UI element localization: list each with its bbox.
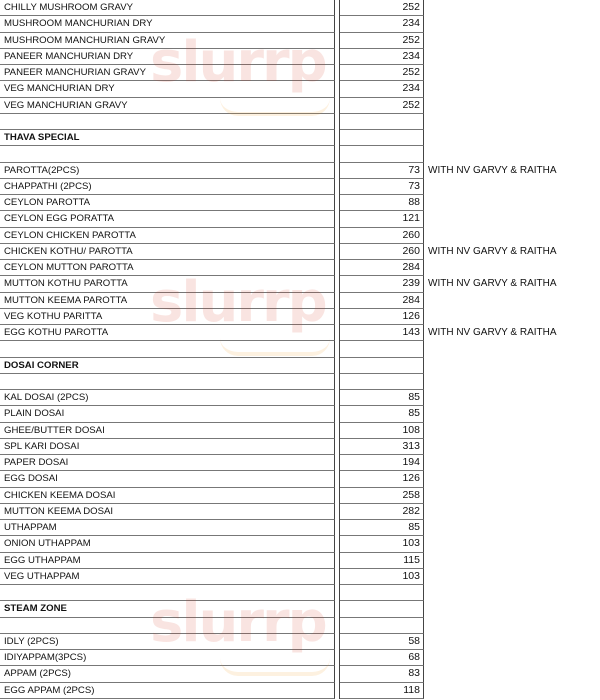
item-price: 143 [340,325,424,341]
item-price: 103 [340,536,424,552]
item-name: EGG KOTHU PAROTTA [0,325,335,341]
item-name: APPAM (2PCS) [0,666,335,682]
menu-item-row [0,260,600,276]
item-note: WITH NV GARVY & RAITHA [428,164,557,176]
menu-item-row [0,423,600,439]
item-price: 239 [340,276,424,292]
item-price: 126 [340,471,424,487]
item-price [340,374,424,390]
item-price [340,130,424,146]
item-name: CHILLY MUSHROOM GRAVY [0,0,335,16]
item-price: 126 [340,309,424,325]
item-price: 103 [340,569,424,585]
item-name: CHAPPATHI (2PCS) [0,179,335,195]
blank-row [0,146,600,162]
menu-item-row [0,293,600,309]
menu-item-row [0,439,600,455]
item-name: GHEE/BUTTER DOSAI [0,423,335,439]
menu-item-row [0,228,600,244]
item-name: CHICKEN KOTHU/ PAROTTA [0,244,335,260]
section-header-row [0,601,600,617]
menu-item-row [0,81,600,97]
item-price: 258 [340,488,424,504]
item-price: 284 [340,260,424,276]
menu-item-row [0,33,600,49]
item-name [0,341,335,357]
item-price: 252 [340,33,424,49]
item-price [340,358,424,374]
menu-item-row [0,211,600,227]
item-price: 121 [340,211,424,227]
item-price: 313 [340,439,424,455]
menu-item-row [0,650,600,666]
item-price: 234 [340,16,424,32]
item-name: MUSHROOM MANCHURIAN GRAVY [0,33,335,49]
item-price: 118 [340,683,424,699]
item-name: MUTTON KEEMA DOSAI [0,504,335,520]
item-name: VEG KOTHU PARITTA [0,309,335,325]
menu-item-row [0,406,600,422]
item-note: WITH NV GARVY & RAITHA [428,245,557,257]
menu-item-row [0,683,600,699]
item-name: VEG MANCHURIAN DRY [0,81,335,97]
item-price: 83 [340,666,424,682]
blank-row [0,585,600,601]
menu-item-row [0,163,600,179]
item-price: 73 [340,163,424,179]
item-name: VEG UTHAPPAM [0,569,335,585]
watermark-text: slurrp [150,590,326,655]
item-name: IDIYAPPAM(3PCS) [0,650,335,666]
menu-item-row [0,179,600,195]
item-price: 194 [340,455,424,471]
blank-row [0,341,600,357]
item-name: KAL DOSAI (2PCS) [0,390,335,406]
item-name: EGG UTHAPPAM [0,553,335,569]
item-price: 260 [340,244,424,260]
item-name: SPL KARI DOSAI [0,439,335,455]
item-price: 88 [340,195,424,211]
menu-item-row [0,520,600,536]
menu-item-row [0,49,600,65]
item-name: CEYLON PAROTTA [0,195,335,211]
item-name: CEYLON CHICKEN PAROTTA [0,228,335,244]
item-price [340,114,424,130]
item-price: 68 [340,650,424,666]
section-title: STEAM ZONE [0,601,335,617]
item-name: PANEER MANCHURIAN DRY [0,49,335,65]
item-price: 58 [340,634,424,650]
menu-item-row [0,504,600,520]
item-price: 108 [340,423,424,439]
blank-row [0,374,600,390]
menu-item-row [0,195,600,211]
section-title: DOSAI CORNER [0,358,335,374]
menu-item-row [0,553,600,569]
item-name [0,585,335,601]
item-name: MUTTON KEEMA PAROTTA [0,293,335,309]
blank-row [0,114,600,130]
item-price [340,601,424,617]
item-price: 282 [340,504,424,520]
item-price: 252 [340,0,424,16]
section-header-row [0,358,600,374]
item-name: PAPER DOSAI [0,455,335,471]
item-name: MUTTON KOTHU PAROTTA [0,276,335,292]
item-name: IDLY (2PCS) [0,634,335,650]
menu-item-row [0,666,600,682]
item-name: CEYLON MUTTON PAROTTA [0,260,335,276]
item-price [340,146,424,162]
menu-item-row [0,0,600,16]
menu-item-row [0,488,600,504]
item-price: 85 [340,520,424,536]
item-note: WITH NV GARVY & RAITHA [428,327,557,338]
menu-item-row [0,244,600,260]
item-name: EGG APPAM (2PCS) [0,683,335,699]
item-name [0,618,335,634]
menu-item-row [0,65,600,81]
item-name [0,374,335,390]
item-price [340,618,424,634]
section-title: THAVA SPECIAL [0,130,335,146]
menu-item-row [0,569,600,585]
menu-item-row [0,471,600,487]
item-price: 85 [340,406,424,422]
item-price: 284 [340,293,424,309]
section-header-row [0,130,600,146]
item-name: VEG MANCHURIAN GRAVY [0,98,335,114]
item-price: 234 [340,49,424,65]
item-price [340,585,424,601]
item-price: 252 [340,65,424,81]
menu-item-row [0,16,600,32]
item-name: PLAIN DOSAI [0,406,335,422]
item-price: 260 [340,228,424,244]
item-name: PANEER MANCHURIAN GRAVY [0,65,335,81]
menu-item-row [0,536,600,552]
item-name [0,114,335,130]
item-price: 234 [340,81,424,97]
item-price [340,341,424,357]
menu-item-row [0,98,600,114]
item-price: 85 [340,390,424,406]
menu-item-row [0,634,600,650]
menu-item-row [0,390,600,406]
item-name: PAROTTA(2PCS) [0,163,335,179]
watermark-text: slurrp [150,270,326,335]
item-name: ONION UTHAPPAM [0,536,335,552]
menu-item-row [0,325,600,341]
item-name: CEYLON EGG PORATTA [0,211,335,227]
item-price: 115 [340,553,424,569]
item-name [0,146,335,162]
blank-row [0,618,600,634]
item-note: WITH NV GARVY & RAITHA [428,278,557,290]
menu-item-row [0,276,600,292]
item-name: EGG DOSAI [0,471,335,487]
watermark-text: slurrp [150,30,326,95]
item-name: UTHAPPAM [0,520,335,536]
item-name: MUSHROOM MANCHURIAN DRY [0,16,335,32]
item-name: CHICKEN KEEMA DOSAI [0,488,335,504]
item-price: 73 [340,179,424,195]
menu-item-row [0,455,600,471]
item-price: 252 [340,98,424,114]
menu-item-row [0,309,600,325]
